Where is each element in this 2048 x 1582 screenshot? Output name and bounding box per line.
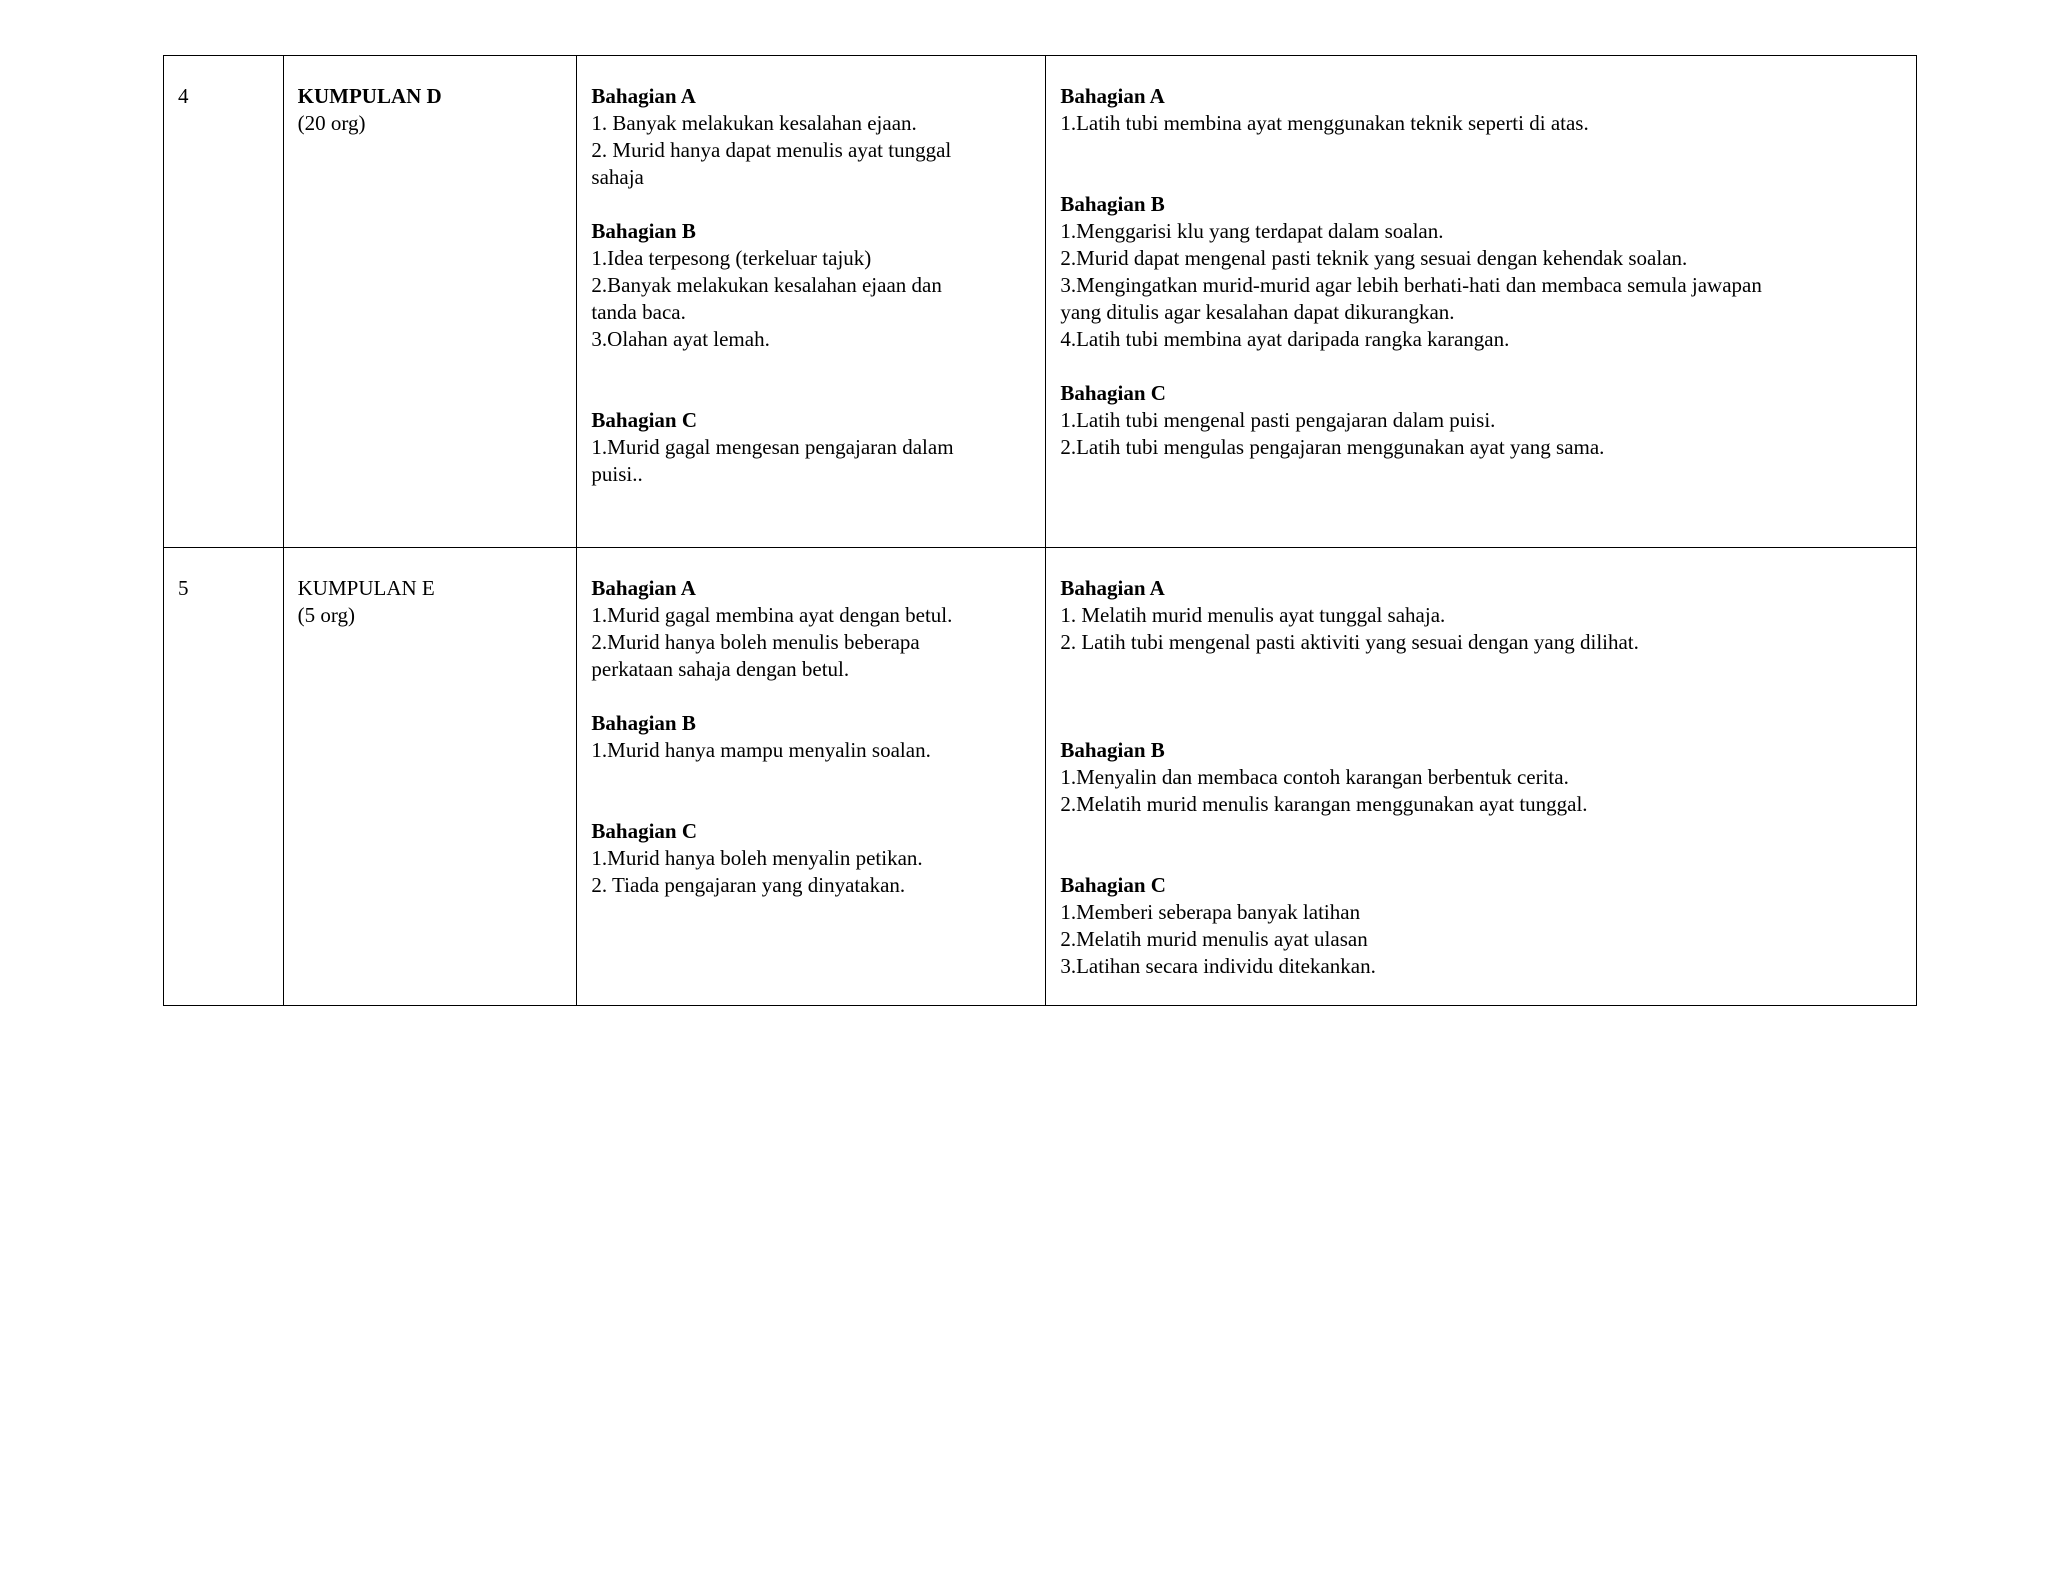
section-title: Bahagian A [1060, 576, 1165, 600]
problem-item: tanda baca. [591, 300, 686, 324]
group-count: (20 org) [297, 111, 366, 135]
action-item: 1.Menggarisi klu yang terdapat dalam soalan. [1060, 219, 1444, 243]
problem-item: 1. Banyak melakukan kesalahan ejaan. [591, 111, 917, 135]
problem-item: perkataan sahaja dengan betul. [591, 657, 850, 681]
table-row [164, 56, 1917, 548]
table-row [164, 548, 1917, 1006]
group-name: KUMPULAN E [297, 576, 435, 600]
section-title: Bahagian C [591, 819, 698, 843]
section-title: Bahagian C [591, 408, 698, 432]
problems-cell [577, 548, 1046, 1006]
problem-item: 2. Tiada pengajaran yang dinyatakan. [591, 873, 906, 897]
action-item: 1.Memberi seberapa banyak latihan [1060, 900, 1361, 924]
problems-cell [577, 56, 1046, 548]
analysis-table [163, 55, 1917, 1006]
problem-item: 2.Banyak melakukan kesalahan ejaan dan [591, 273, 942, 297]
group-cell [283, 548, 577, 1006]
action-item: 3.Mengingatkan murid-murid agar lebih berhati-hati dan membaca semula jawapan [1060, 273, 1762, 297]
action-item: 3.Latihan secara individu ditekankan. [1060, 954, 1376, 978]
section-title: Bahagian C [1060, 873, 1166, 897]
action-item: 2.Murid dapat mengenal pasti teknik yang sesuai dengan kehendak soalan. [1060, 246, 1688, 270]
row-number-cell [164, 548, 284, 1006]
actions-cell [1046, 56, 1917, 548]
action-item: yang ditulis agar kesalahan dapat dikurangkan. [1060, 300, 1455, 324]
action-item: 4.Latih tubi membina ayat daripada rangka karangan. [1060, 327, 1510, 351]
action-item: 2.Melatih murid menulis ayat ulasan [1060, 927, 1368, 951]
action-item: 2.Melatih murid menulis karangan menggunakan ayat tunggal. [1060, 792, 1588, 816]
problem-item: sahaja [591, 165, 644, 189]
section-title: Bahagian A [1060, 84, 1165, 108]
group-count: (5 org) [297, 603, 355, 627]
group-cell [283, 56, 577, 548]
row-number: 4 [178, 84, 189, 108]
row-number-cell [164, 56, 284, 548]
problem-item: 2.Murid hanya boleh menulis beberapa [591, 630, 920, 654]
section-title: Bahagian A [591, 576, 696, 600]
action-item: 2. Latih tubi mengenal pasti aktiviti yang sesuai dengan yang dilihat. [1060, 630, 1639, 654]
section-title: Bahagian B [1060, 738, 1165, 762]
problem-item: puisi.. [591, 462, 643, 486]
section-title: Bahagian B [591, 219, 696, 243]
problem-item: 1.Murid gagal mengesan pengajaran dalam [591, 435, 954, 459]
action-item: 1.Latih tubi mengenal pasti pengajaran dalam puisi. [1060, 408, 1496, 432]
section-title: Bahagian B [591, 711, 696, 735]
problem-item: 3.Olahan ayat lemah. [591, 327, 770, 351]
section-title: Bahagian A [591, 84, 696, 108]
action-item: 1.Menyalin dan membaca contoh karangan berbentuk cerita. [1060, 765, 1569, 789]
row-number: 5 [178, 576, 189, 600]
action-item: 2.Latih tubi mengulas pengajaran menggunakan ayat yang sama. [1060, 435, 1605, 459]
section-title: Bahagian C [1060, 381, 1166, 405]
problem-item: 1.Murid gagal membina ayat dengan betul. [591, 603, 953, 627]
action-item: 1. Melatih murid menulis ayat tunggal sahaja. [1060, 603, 1446, 627]
section-title: Bahagian B [1060, 192, 1165, 216]
problem-item: 1.Murid hanya boleh menyalin petikan. [591, 846, 923, 870]
problem-item: 2. Murid hanya dapat menulis ayat tunggal [591, 138, 952, 162]
action-item: 1.Latih tubi membina ayat menggunakan teknik seperti di atas. [1060, 111, 1589, 135]
group-name: KUMPULAN D [297, 84, 442, 108]
problem-item: 1.Murid hanya mampu menyalin soalan. [591, 738, 931, 762]
actions-cell [1046, 548, 1917, 1006]
problem-item: 1.Idea terpesong (terkeluar tajuk) [591, 246, 872, 270]
